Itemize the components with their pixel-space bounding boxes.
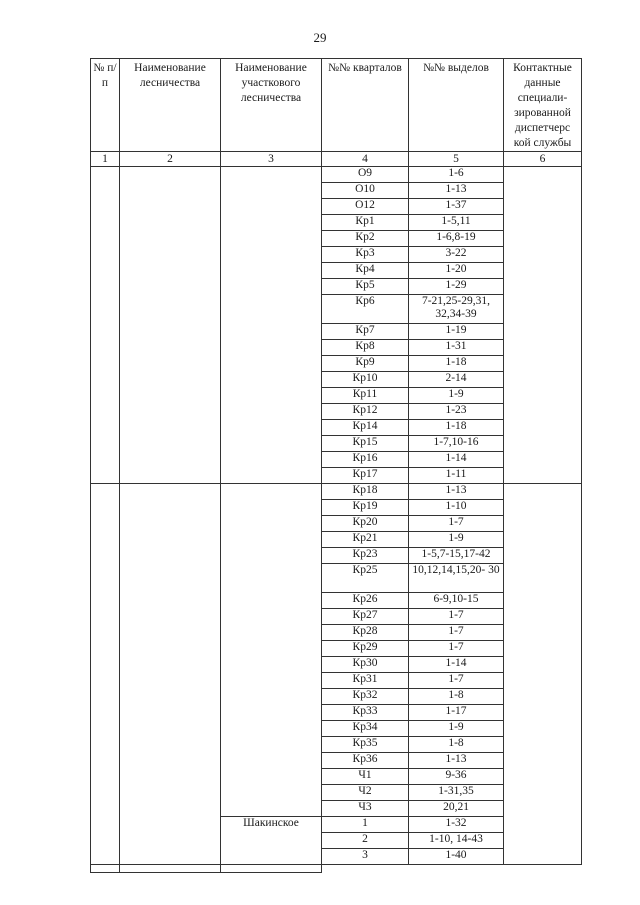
- quarter-cell: Кр2: [322, 231, 409, 247]
- quarter-cell: Кр7: [322, 324, 409, 340]
- plots-cell: 9-36: [409, 769, 504, 785]
- quarter-cell: Кр21: [322, 532, 409, 548]
- contacts-cell: [504, 484, 582, 865]
- table-continuation-row: [91, 865, 582, 873]
- quarter-cell: Ч2: [322, 785, 409, 801]
- quarter-cell: Кр20: [322, 516, 409, 532]
- plots-cell: 1-37: [409, 199, 504, 215]
- continuation-cell: [91, 865, 120, 873]
- quarter-cell: Кр9: [322, 356, 409, 372]
- plots-cell: 1-10, 14-43: [409, 833, 504, 849]
- quarter-cell: Кр3: [322, 247, 409, 263]
- plots-cell: 1-13: [409, 183, 504, 199]
- plots-cell: 1-9: [409, 388, 504, 404]
- quarter-cell: Кр33: [322, 705, 409, 721]
- quarter-cell: О12: [322, 199, 409, 215]
- quarter-cell: Кр28: [322, 625, 409, 641]
- quarter-cell: Кр23: [322, 548, 409, 564]
- row-number-cell: [91, 167, 120, 484]
- contacts-cell: [504, 167, 582, 484]
- column-number: 4: [322, 152, 409, 167]
- quarter-cell: О9: [322, 167, 409, 183]
- quarter-cell: Кр17: [322, 468, 409, 484]
- quarter-cell: Кр19: [322, 500, 409, 516]
- quarter-cell: Кр27: [322, 609, 409, 625]
- quarter-cell: Кр12: [322, 404, 409, 420]
- plots-cell: 10,12,14,15,20- 30: [409, 564, 504, 593]
- forestry-cell: [120, 167, 221, 484]
- subdistrict-cell: [221, 484, 322, 817]
- quarter-cell: Кр32: [322, 689, 409, 705]
- plots-cell: 1-20: [409, 263, 504, 279]
- quarter-cell: 3: [322, 849, 409, 865]
- continuation-cell: [120, 865, 221, 873]
- quarter-cell: Кр36: [322, 753, 409, 769]
- plots-cell: 1-7: [409, 609, 504, 625]
- row-number-cell: [91, 484, 120, 865]
- table-row: [91, 484, 582, 500]
- table-row: [91, 167, 582, 183]
- quarter-cell: Кр14: [322, 420, 409, 436]
- header-cell-subdistrict: Наименование участкового лесничества: [221, 59, 322, 152]
- quarter-cell: Кр34: [322, 721, 409, 737]
- plots-cell: 1-11: [409, 468, 504, 484]
- quarter-cell: Кр4: [322, 263, 409, 279]
- column-number: 2: [120, 152, 221, 167]
- plots-cell: 1-9: [409, 532, 504, 548]
- quarter-cell: Кр18: [322, 484, 409, 500]
- header-cell-quarters: №№ кварталов: [322, 59, 409, 152]
- plots-cell: 20,21: [409, 801, 504, 817]
- quarter-cell: О10: [322, 183, 409, 199]
- plots-cell: 1-8: [409, 737, 504, 753]
- quarter-cell: Кр6: [322, 295, 409, 324]
- quarter-cell: Ч1: [322, 769, 409, 785]
- plots-cell: 1-7,10-16: [409, 436, 504, 452]
- plots-cell: 1-18: [409, 356, 504, 372]
- column-number-row: [91, 152, 582, 167]
- plots-cell: 1-14: [409, 452, 504, 468]
- plots-cell: 1-10: [409, 500, 504, 516]
- quarter-cell: Кр29: [322, 641, 409, 657]
- plots-cell: 1-8: [409, 689, 504, 705]
- quarter-cell: Кр1: [322, 215, 409, 231]
- plots-cell: 1-6,8-19: [409, 231, 504, 247]
- continuation-cell: [221, 865, 322, 873]
- quarter-cell: Кр15: [322, 436, 409, 452]
- plots-cell: 1-32: [409, 817, 504, 833]
- column-number: 3: [221, 152, 322, 167]
- table-body: [91, 167, 582, 873]
- quarter-cell: 2: [322, 833, 409, 849]
- column-number: 5: [409, 152, 504, 167]
- plots-cell: 1-40: [409, 849, 504, 865]
- forestry-table: [90, 58, 582, 873]
- plots-cell: 3-22: [409, 247, 504, 263]
- plots-cell: 1-7: [409, 673, 504, 689]
- quarter-cell: Кр8: [322, 340, 409, 356]
- plots-cell: 1-17: [409, 705, 504, 721]
- header-row: [91, 59, 582, 152]
- quarter-cell: Кр5: [322, 279, 409, 295]
- plots-cell: 1-29: [409, 279, 504, 295]
- plots-cell: 1-9: [409, 721, 504, 737]
- plots-cell: 1-5,11: [409, 215, 504, 231]
- forestry-cell: [120, 484, 221, 865]
- plots-cell: 2-14: [409, 372, 504, 388]
- page-number: 29: [313, 30, 327, 45]
- quarter-cell: Кр16: [322, 452, 409, 468]
- quarter-cell: Кр31: [322, 673, 409, 689]
- plots-cell: 1-7: [409, 516, 504, 532]
- plots-cell: 1-18: [409, 420, 504, 436]
- plots-cell: 1-31: [409, 340, 504, 356]
- quarter-cell: Кр25: [322, 564, 409, 593]
- quarter-cell: Ч3: [322, 801, 409, 817]
- plots-cell: 1-6: [409, 167, 504, 183]
- plots-cell: 1-5,7-15,17-42: [409, 548, 504, 564]
- quarter-cell: Кр30: [322, 657, 409, 673]
- header-cell-number: № п/п: [91, 59, 120, 152]
- quarter-cell: Кр10: [322, 372, 409, 388]
- plots-cell: 6-9,10-15: [409, 593, 504, 609]
- header-cell-contacts: Контактные данные специали- зированной диспетчерс кой службы: [504, 59, 582, 152]
- quarter-cell: 1: [322, 817, 409, 833]
- plots-cell: 1-19: [409, 324, 504, 340]
- plots-cell: 1-13: [409, 753, 504, 769]
- quarter-cell: Кр26: [322, 593, 409, 609]
- plots-cell: 7-21,25-29,31, 32,34-39: [409, 295, 504, 324]
- plots-cell: 1-7: [409, 625, 504, 641]
- quarter-cell: Кр11: [322, 388, 409, 404]
- column-number: 1: [91, 152, 120, 167]
- header-cell-plots: №№ выделов: [409, 59, 504, 152]
- plots-cell: 1-23: [409, 404, 504, 420]
- plots-cell: 1-31,35: [409, 785, 504, 801]
- plots-cell: 1-14: [409, 657, 504, 673]
- column-number: 6: [504, 152, 582, 167]
- subdistrict-name-cell: Шакинское: [221, 817, 322, 865]
- plots-cell: 1-7: [409, 641, 504, 657]
- quarter-cell: Кр35: [322, 737, 409, 753]
- subdistrict-cell: [221, 167, 322, 484]
- header-cell-forestry: Наименование лесничества: [120, 59, 221, 152]
- plots-cell: 1-13: [409, 484, 504, 500]
